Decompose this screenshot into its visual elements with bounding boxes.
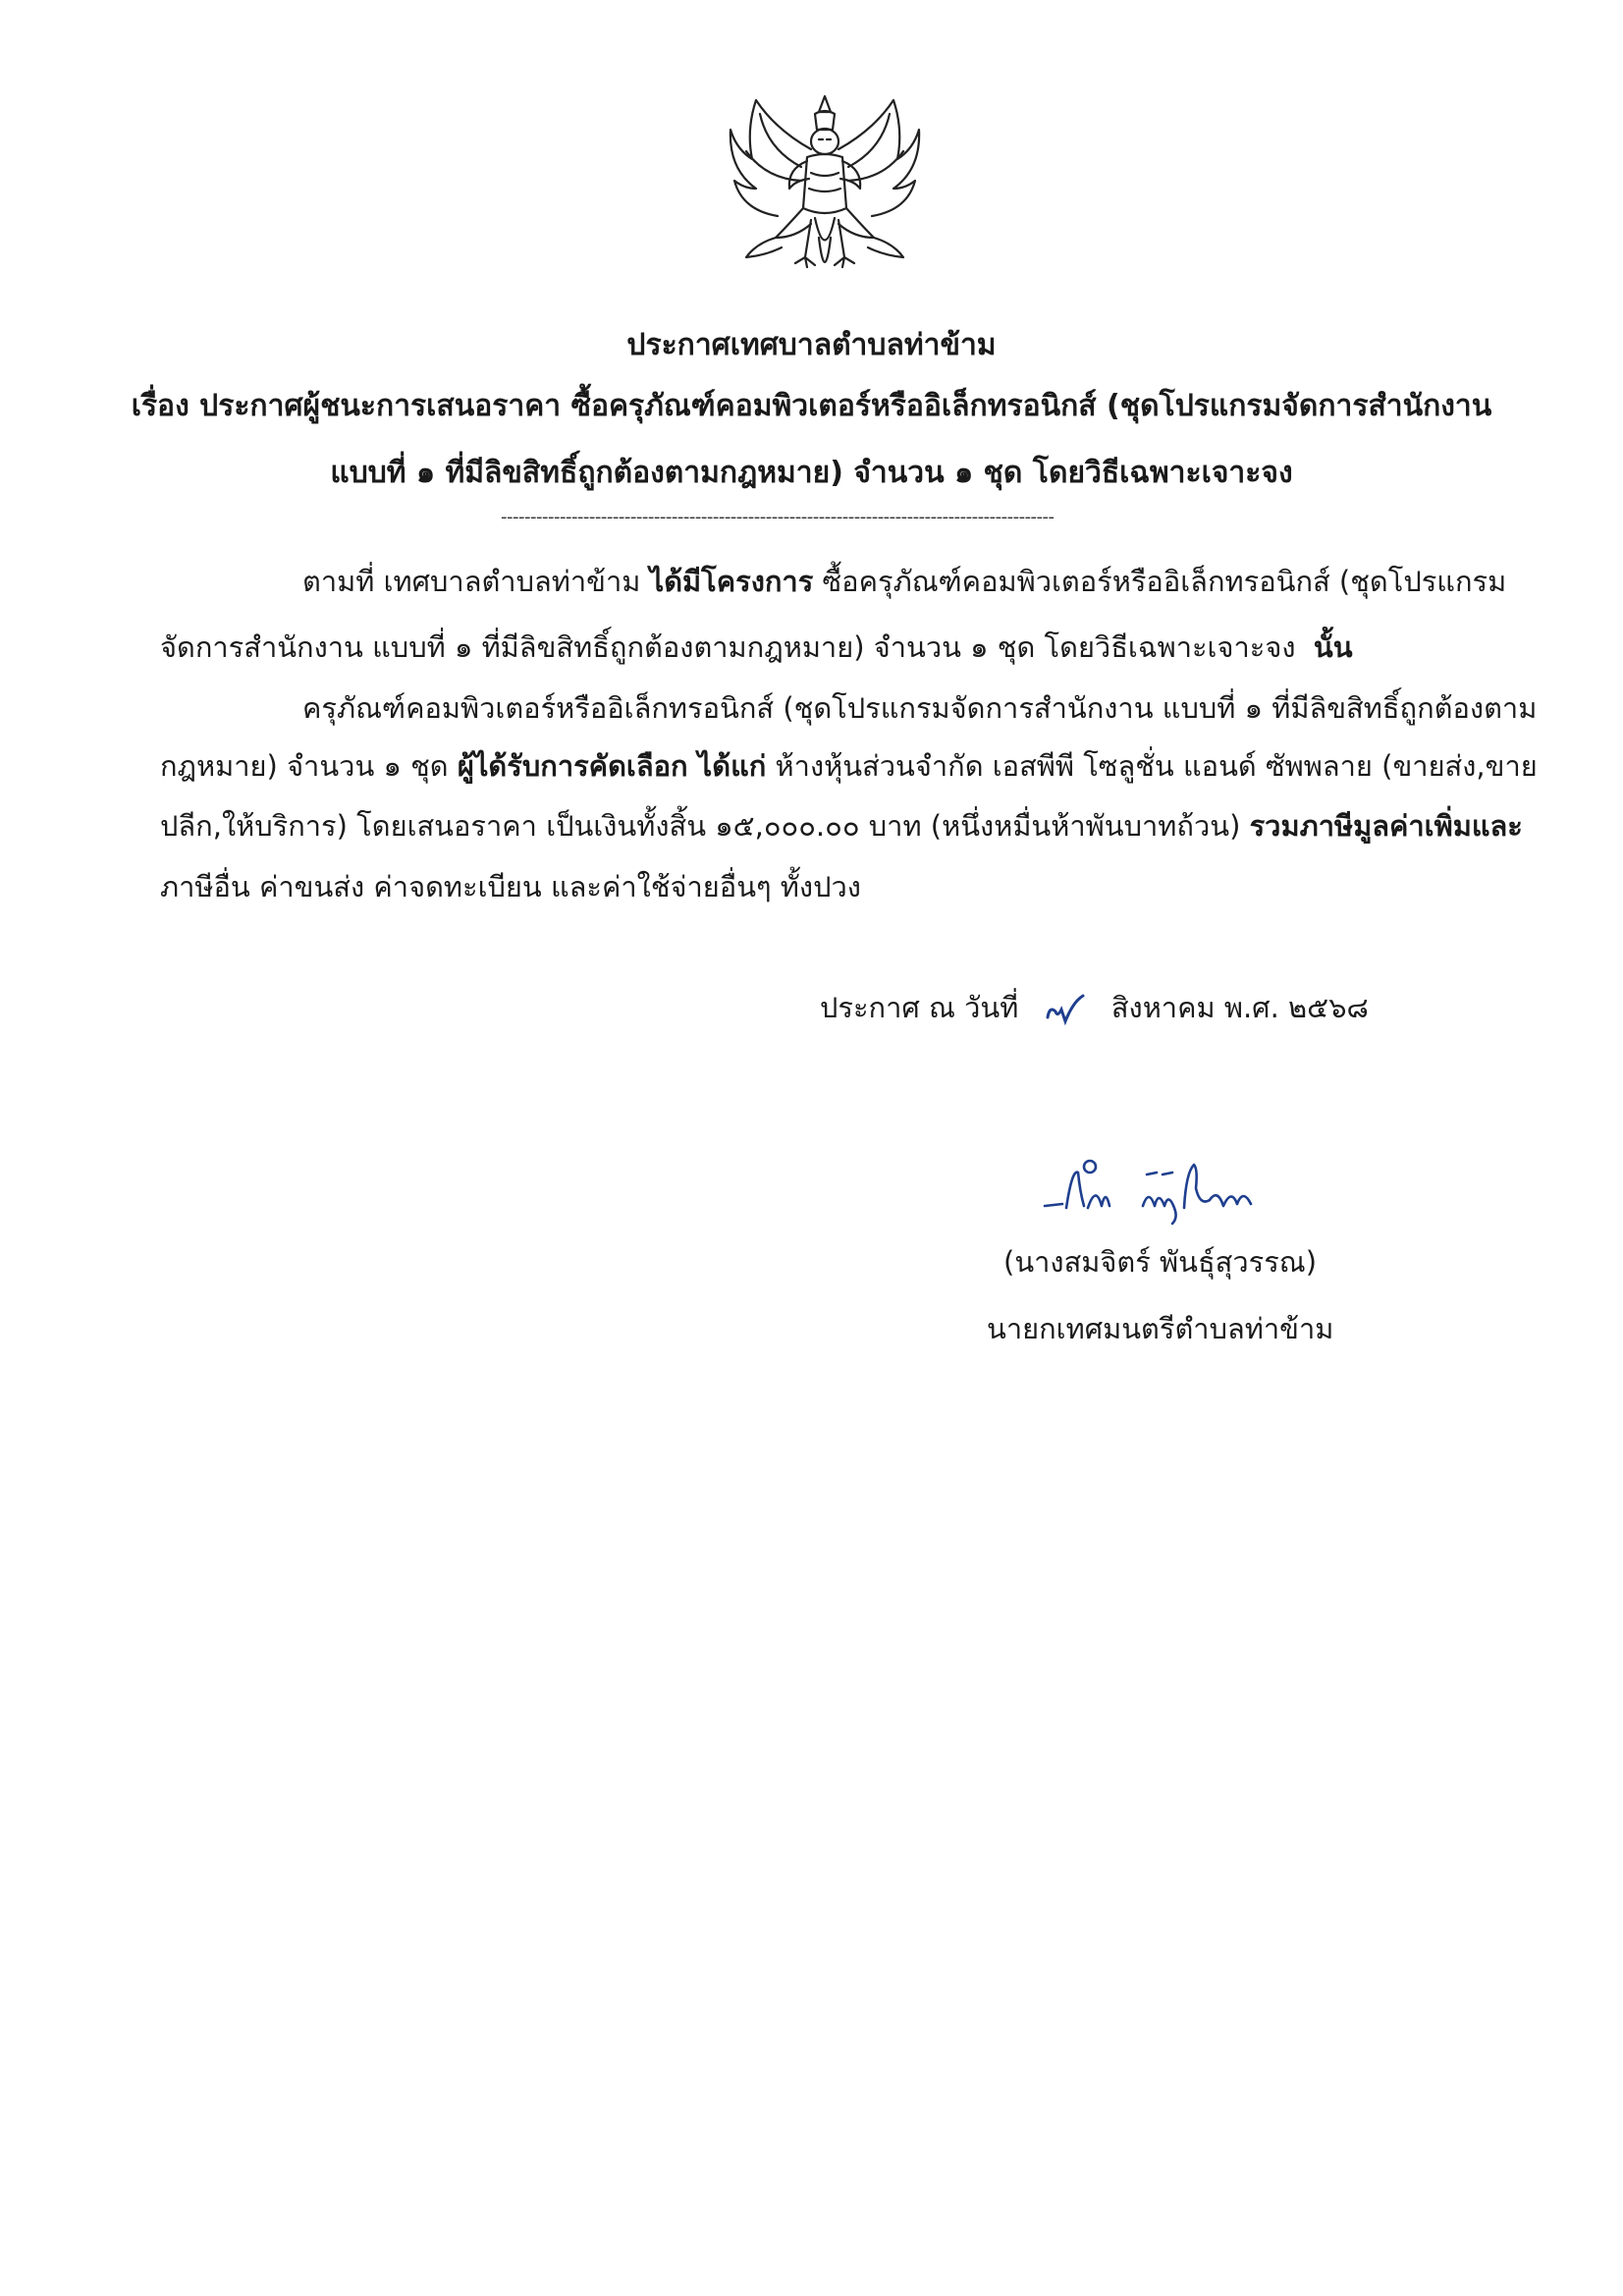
signature-icon bbox=[1041, 1149, 1296, 1228]
text-span-bold: นั้น bbox=[1313, 630, 1353, 664]
handwritten-day bbox=[1044, 992, 1087, 1027]
text-span: จัดการสำนักงาน แบบที่ ๑ ที่มีลิขสิทธิ์ถูกต้องตามกฎหมาย) จำนวน ๑ ชุด โดยวิธีเฉพาะเจาะจง bbox=[160, 630, 1296, 664]
text-span: ซื้อครุภัณฑ์คอมพิวเตอร์หรืออิเล็กทรอนิกส์ (ชุดโปรแกรม bbox=[822, 565, 1507, 598]
date-suffix: สิงหาคม พ.ศ. ๒๕๖๘ bbox=[1110, 991, 1369, 1024]
document-title: ประกาศเทศบาลตำบลท่าข้าม bbox=[626, 328, 997, 362]
text-span: กฎหมาย) จำนวน ๑ ชุด bbox=[160, 749, 449, 783]
paragraph-2-line-4: ภาษีอื่น ค่าขนส่ง ค่าจดทะเบียน และค่าใช้จ่ายอื่นๆ ทั้งปวง bbox=[160, 870, 861, 903]
text-span: ๑๕,๐๐๐.๐๐ บาท (หนึ่งหมื่นห้าพันบาทถ้วน) bbox=[715, 809, 1241, 843]
text-span: โดยเสนอราคา เป็นเงินทั้งสิ้น bbox=[356, 809, 707, 843]
subject-line-1: เรื่อง ประกาศผู้ชนะการเสนอราคา ซื้อครุภัณฑ์คอมพิวเตอร์หรืออิเล็กทรอนิกส์ (ชุดโปรแกรมจัดการสำนักงาน bbox=[131, 389, 1492, 423]
text-span-bold: รวมภาษีมูลค่าเพิ่มและ bbox=[1249, 809, 1523, 843]
announcement-date bbox=[820, 985, 1369, 1030]
paragraph-2-line-3 bbox=[160, 809, 1523, 844]
text-span: ปลีก,ให้บริการ) bbox=[160, 809, 348, 843]
date-prefix: ประกาศ ณ วันที่ bbox=[820, 991, 1019, 1024]
text-span-bold: ได้มีโครงการ bbox=[649, 565, 814, 598]
text-span: ห้างหุ้นส่วนจำกัด เอสพีพี โซลูชั่น แอนด์ ซัพพลาย (ขายส่ง,ขาย bbox=[775, 749, 1538, 783]
paragraph-2-line-1: ครุภัณฑ์คอมพิวเตอร์หรืออิเล็กทรอนิกส์ (ชุดโปรแกรมจัดการสำนักงาน แบบที่ ๑ ที่มีลิขสิทธิ์ถูกต้องตาม bbox=[302, 691, 1538, 725]
subject-line-2: แบบที่ ๑ ที่มีลิขสิทธิ์ถูกต้องตามกฎหมาย) จำนวน ๑ ชุด โดยวิธีเฉพาะเจาะจง bbox=[330, 456, 1293, 490]
garuda-emblem-icon bbox=[717, 90, 933, 302]
paragraph-1-line-1 bbox=[302, 565, 1506, 599]
text-span: ตามที่ เทศบาลตำบลท่าข้าม bbox=[302, 565, 641, 598]
paragraph-2-line-2 bbox=[160, 749, 1538, 784]
text-span-bold: ผู้ได้รับการคัดเลือก ได้แก่ bbox=[457, 749, 767, 783]
divider-line: ---------------------------------------------------------------------------------------------- bbox=[501, 507, 1055, 526]
paragraph-1-line-2 bbox=[160, 630, 1353, 665]
signer-name: (นางสมจิตร์ พันธุ์สุวรรณ) bbox=[1003, 1245, 1318, 1279]
signer-position: นายกเทศมนตรีตำบลท่าข้าม bbox=[987, 1312, 1334, 1345]
